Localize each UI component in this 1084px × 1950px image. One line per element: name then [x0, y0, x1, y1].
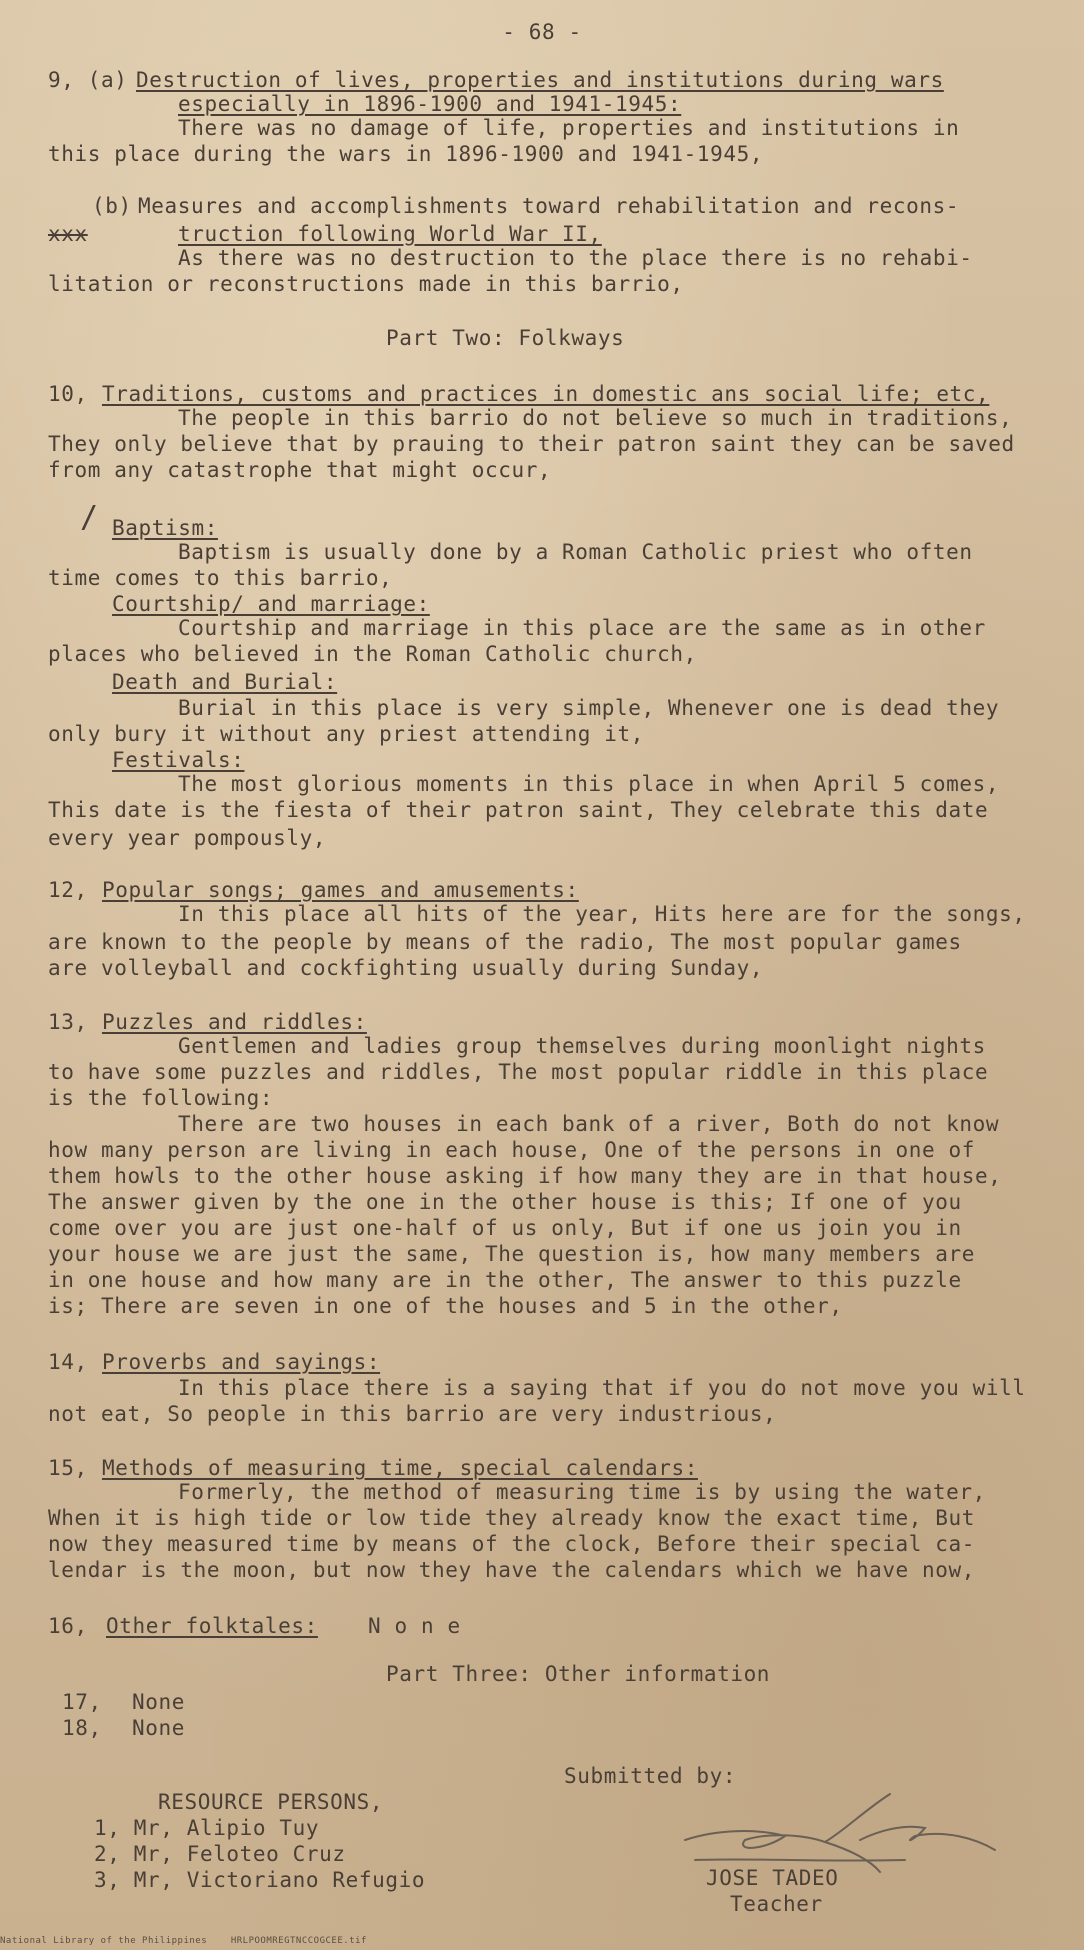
- s15-body-line4: lendar is the moon, but now they have the calendars which we have now,: [48, 1558, 976, 1582]
- s18-number: 18,: [62, 1716, 102, 1740]
- resource-persons-heading: RESOURCE PERSONS,: [158, 1790, 384, 1814]
- s13-body-line11: is; There are seven in one of the houses and 5 in the other,: [48, 1294, 843, 1318]
- s13-body-line8: come over you are just one-half of us only, But if one us join you in: [48, 1216, 962, 1240]
- s14-heading: Proverbs and sayings:: [102, 1350, 381, 1374]
- s13-heading: Puzzles and riddles:: [102, 1010, 367, 1034]
- s9b-heading-line2: truction following World War II,: [178, 222, 602, 246]
- s16-value: N o n e: [368, 1614, 461, 1638]
- festivals-body-line1: The most glorious moments in this place in when April 5 comes,: [178, 772, 1000, 796]
- festivals-body-line2: This date is the fiesta of their patron saint, They celebrate this date: [48, 798, 989, 822]
- s16-heading: Other folktales:: [106, 1614, 318, 1638]
- s13-body-line3: is the following:: [48, 1086, 274, 1110]
- s9b-margin-strikeout: xxx: [48, 222, 88, 246]
- s10-body-line2: They only believe that by prauing to their patron saint they can be saved: [48, 432, 1015, 456]
- signatory-name: JOSE TADEO: [706, 1866, 839, 1890]
- festivals-heading: Festivals:: [112, 748, 245, 772]
- baptism-heading: Baptism:: [112, 516, 218, 540]
- page-number: - 68 -: [502, 20, 582, 44]
- death-burial-heading: Death and Burial:: [112, 670, 338, 694]
- s12-body-line3: are volleyball and cockfighting usually during Sunday,: [48, 956, 764, 980]
- s15-number: 15,: [48, 1456, 88, 1480]
- s15-body-line1: Formerly, the method of measuring time is by using the water,: [178, 1480, 986, 1504]
- s18-value: None: [132, 1716, 185, 1740]
- resource-person-1: 1, Mr, Alipio Tuy: [94, 1816, 320, 1840]
- s10-heading: Traditions, customs and practices in domestic ans social life; etc,: [102, 382, 990, 406]
- festivals-body-line3: every year pompously,: [48, 826, 327, 850]
- s9-body-line2: this place during the wars in 1896-1900 and 1941-1945,: [48, 142, 764, 166]
- s15-heading: Methods of measuring time, special calendars:: [102, 1456, 698, 1480]
- s13-body-line1: Gentlemen and ladies group themselves during moonlight nights: [178, 1034, 986, 1058]
- s9b-body-line1: As there was no destruction to the place there is no rehabi-: [178, 246, 973, 270]
- s17-value: None: [132, 1690, 185, 1714]
- s9-heading-line2: especially in 1896-1900 and 1941-1945:: [178, 92, 682, 116]
- s13-body-line6: them howls to the other house asking if how many they are in that house,: [48, 1164, 1002, 1188]
- s17-number: 17,: [62, 1690, 102, 1714]
- death-body-line1: Burial in this place is very simple, Whenever one is dead they: [178, 696, 1000, 720]
- s13-body-line10: in one house and how many are in the other, The answer to this puzzle: [48, 1268, 962, 1292]
- part-three-heading: Part Three: Other information: [386, 1662, 771, 1686]
- s10-body-line1: The people in this barrio do not believe so much in traditions,: [178, 406, 1013, 430]
- s15-body-line3: now they measured time by means of the clock, Before their special ca-: [48, 1532, 976, 1556]
- signatory-title: Teacher: [730, 1892, 823, 1916]
- s12-heading: Popular songs; games and amusements:: [102, 878, 579, 902]
- part-two-heading: Part Two: Folkways: [386, 326, 625, 350]
- s9-heading-line1: Destruction of lives, properties and institutions during wars: [136, 68, 944, 92]
- s9-body-line1: There was no damage of life, properties and institutions in: [178, 116, 960, 140]
- s9b-heading-line1: Measures and accomplishments toward rehabilitation and recons-: [138, 194, 960, 218]
- s12-body-line1: In this place all hits of the year, Hits here are for the songs,: [178, 902, 1026, 926]
- s9-number: 9, (a): [48, 68, 128, 92]
- s13-body-line5: how many person are living in each house, One of the persons in one of: [48, 1138, 976, 1162]
- death-body-line2: only bury it without any priest attending it,: [48, 722, 644, 746]
- resource-person-2: 2, Mr, Feloteo Cruz: [94, 1842, 346, 1866]
- s13-body-line2: to have some puzzles and riddles, The most popular riddle in this place: [48, 1060, 989, 1084]
- s10-number: 10,: [48, 382, 88, 406]
- baptism-body-line1: Baptism is usually done by a Roman Catholic priest who often: [178, 540, 973, 564]
- s14-number: 14,: [48, 1350, 88, 1374]
- submitted-by-label: Submitted by:: [564, 1764, 737, 1788]
- s14-body-line1: In this place there is a saying that if you do not move you will: [178, 1376, 1026, 1400]
- s14-body-line2: not eat, So people in this barrio are very industrious,: [48, 1402, 777, 1426]
- s9b-number: (b): [92, 194, 132, 218]
- s9b-body-line2: litation or reconstructions made in this barrio,: [48, 272, 684, 296]
- courtship-heading: Courtship/ and marriage:: [112, 592, 430, 616]
- s15-body-line2: When it is high tide or low tide they already know the exact time, But: [48, 1506, 976, 1530]
- resource-person-3: 3, Mr, Victoriano Refugio: [94, 1868, 426, 1892]
- s12-body-line2: are known to the people by means of the radio, The most popular games: [48, 930, 962, 954]
- s10-body-line3: from any catastrophe that might occur,: [48, 458, 552, 482]
- archive-footer: National Library of the Philippines HRLPOOMREGTNCCOGCEE.tif: [0, 1936, 367, 1946]
- s13-number: 13,: [48, 1010, 88, 1034]
- s16-number: 16,: [48, 1614, 88, 1638]
- s13-body-line4: There are two houses in each bank of a river, Both do not know: [178, 1112, 1000, 1136]
- courtship-body-line2: places who believed in the Roman Catholic church,: [48, 642, 697, 666]
- s12-number: 12,: [48, 878, 88, 902]
- margin-check-mark: /: [80, 500, 99, 535]
- s13-body-line7: The answer given by the one in the other house is this; If one of you: [48, 1190, 962, 1214]
- baptism-body-line2: time comes to this barrio,: [48, 566, 393, 590]
- s13-body-line9: your house we are just the same, The question is, how many members are: [48, 1242, 976, 1266]
- courtship-body-line1: Courtship and marriage in this place are the same as in other: [178, 616, 986, 640]
